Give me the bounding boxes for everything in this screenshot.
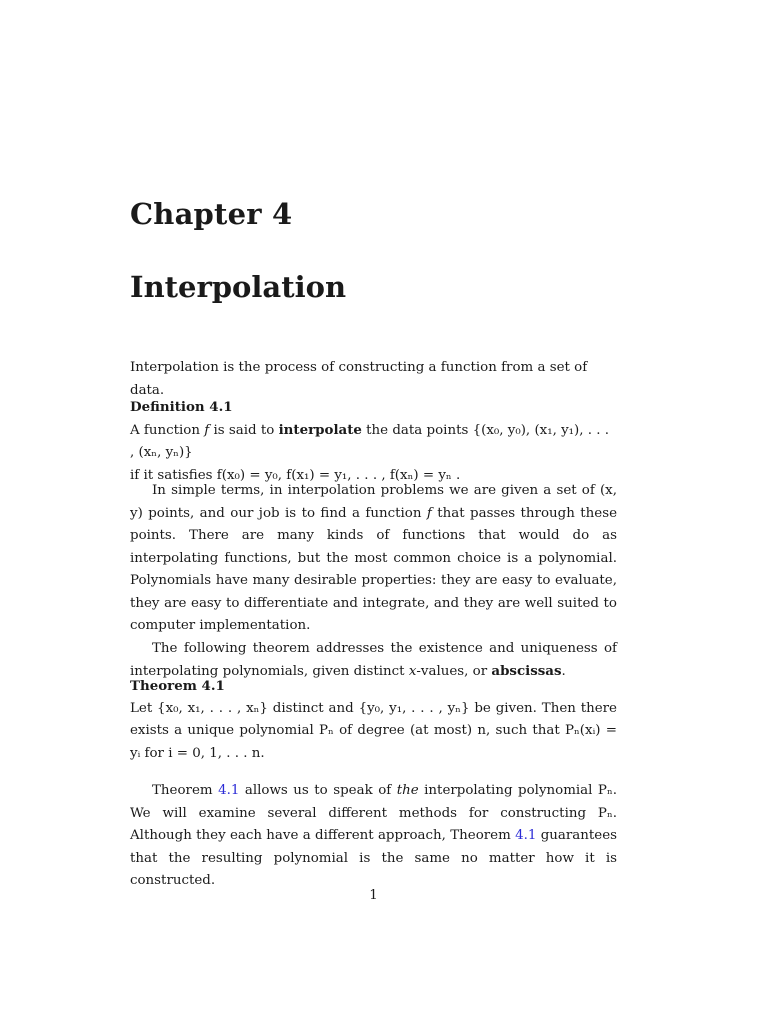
paragraph3-text-d: guarantees that the resulting polynomial is the same no matter how it is constructed.	[130, 828, 617, 888]
paragraph1-text-a: In simple terms, in interpolation problems we are given a set of (x, y) points, and our job is to find a function	[130, 483, 617, 521]
paragraph2-term-abscissas: abscissas	[491, 663, 562, 679]
paragraph-theorem-usage-block	[130, 780, 617, 893]
definition-text-d: if it satisfies f(x₀) = y₀, f(x₁) = y₁, . . . , f(xₙ) = yₙ .	[130, 467, 461, 483]
page-number: 1	[369, 888, 378, 903]
chapter-title: Interpolation	[130, 270, 347, 304]
paragraph1-text-b: that passes through these points. There are many kinds of functions that would do as interpolating functions, but the most common choice is a polynomial. Polynomials have many desirable properties: they are easy to evaluate, they are easy to differentiate and integrate, and they are well suited to computer implementation.	[130, 505, 617, 633]
definition-text-a: A function	[130, 422, 205, 438]
paragraph3-text-c: interpolating polynomial Pₙ. We will examine several different methods for constructing Pₙ. Although they each have a different approach, Theorem	[130, 783, 617, 843]
definition-term-interpolate: interpolate	[278, 421, 362, 438]
paragraph2-text-a: The following theorem addresses the existence and uniqueness of interpolating polynomials, given distinct	[130, 640, 617, 679]
definition-text-b: is said to	[209, 422, 279, 438]
theorem-block	[130, 675, 617, 765]
theorem-reference-link[interactable]: 4.1	[515, 828, 537, 843]
theorem-heading: Theorem 4.1	[130, 678, 225, 694]
definition-var-f: f	[204, 422, 210, 438]
paragraph3-emphasis: the	[396, 783, 419, 798]
intro-sentence: Interpolation is the process of constructing a function from a set of data.	[130, 360, 588, 398]
theorem-text: Let {x₀, x₁, . . . , xₙ} distinct and {y₀, y₁, . . . , yₙ} be given. Then there exists a unique polynomial Pₙ of degree (at most) n, such that Pₙ(xᵢ) = yᵢ for i = 0, 1, . . . n.	[130, 700, 617, 761]
definition-heading: Definition 4.1	[130, 399, 233, 415]
paragraph-theorem-usage	[130, 780, 617, 893]
body-paragraphs	[130, 480, 617, 684]
definition-text-c: the data points {(x₀, y₀), (x₁, y₁), . . . , (xₙ, yₙ)}	[130, 422, 610, 460]
theorem-reference-link[interactable]: 4.1	[218, 783, 240, 798]
paragraph3-text-b: allows us to speak of	[239, 783, 397, 798]
paragraph2-var-x: x	[408, 664, 417, 679]
chapter-label: Chapter 4	[130, 197, 293, 231]
paragraph-simple-terms	[130, 480, 617, 638]
paragraph1-var-f: f	[426, 505, 432, 521]
definition-block	[130, 396, 617, 487]
paragraph3-text-a: Theorem	[152, 783, 219, 798]
paragraph2-text-c: .	[561, 664, 566, 679]
paragraph2-text-b: -values, or	[416, 664, 492, 679]
